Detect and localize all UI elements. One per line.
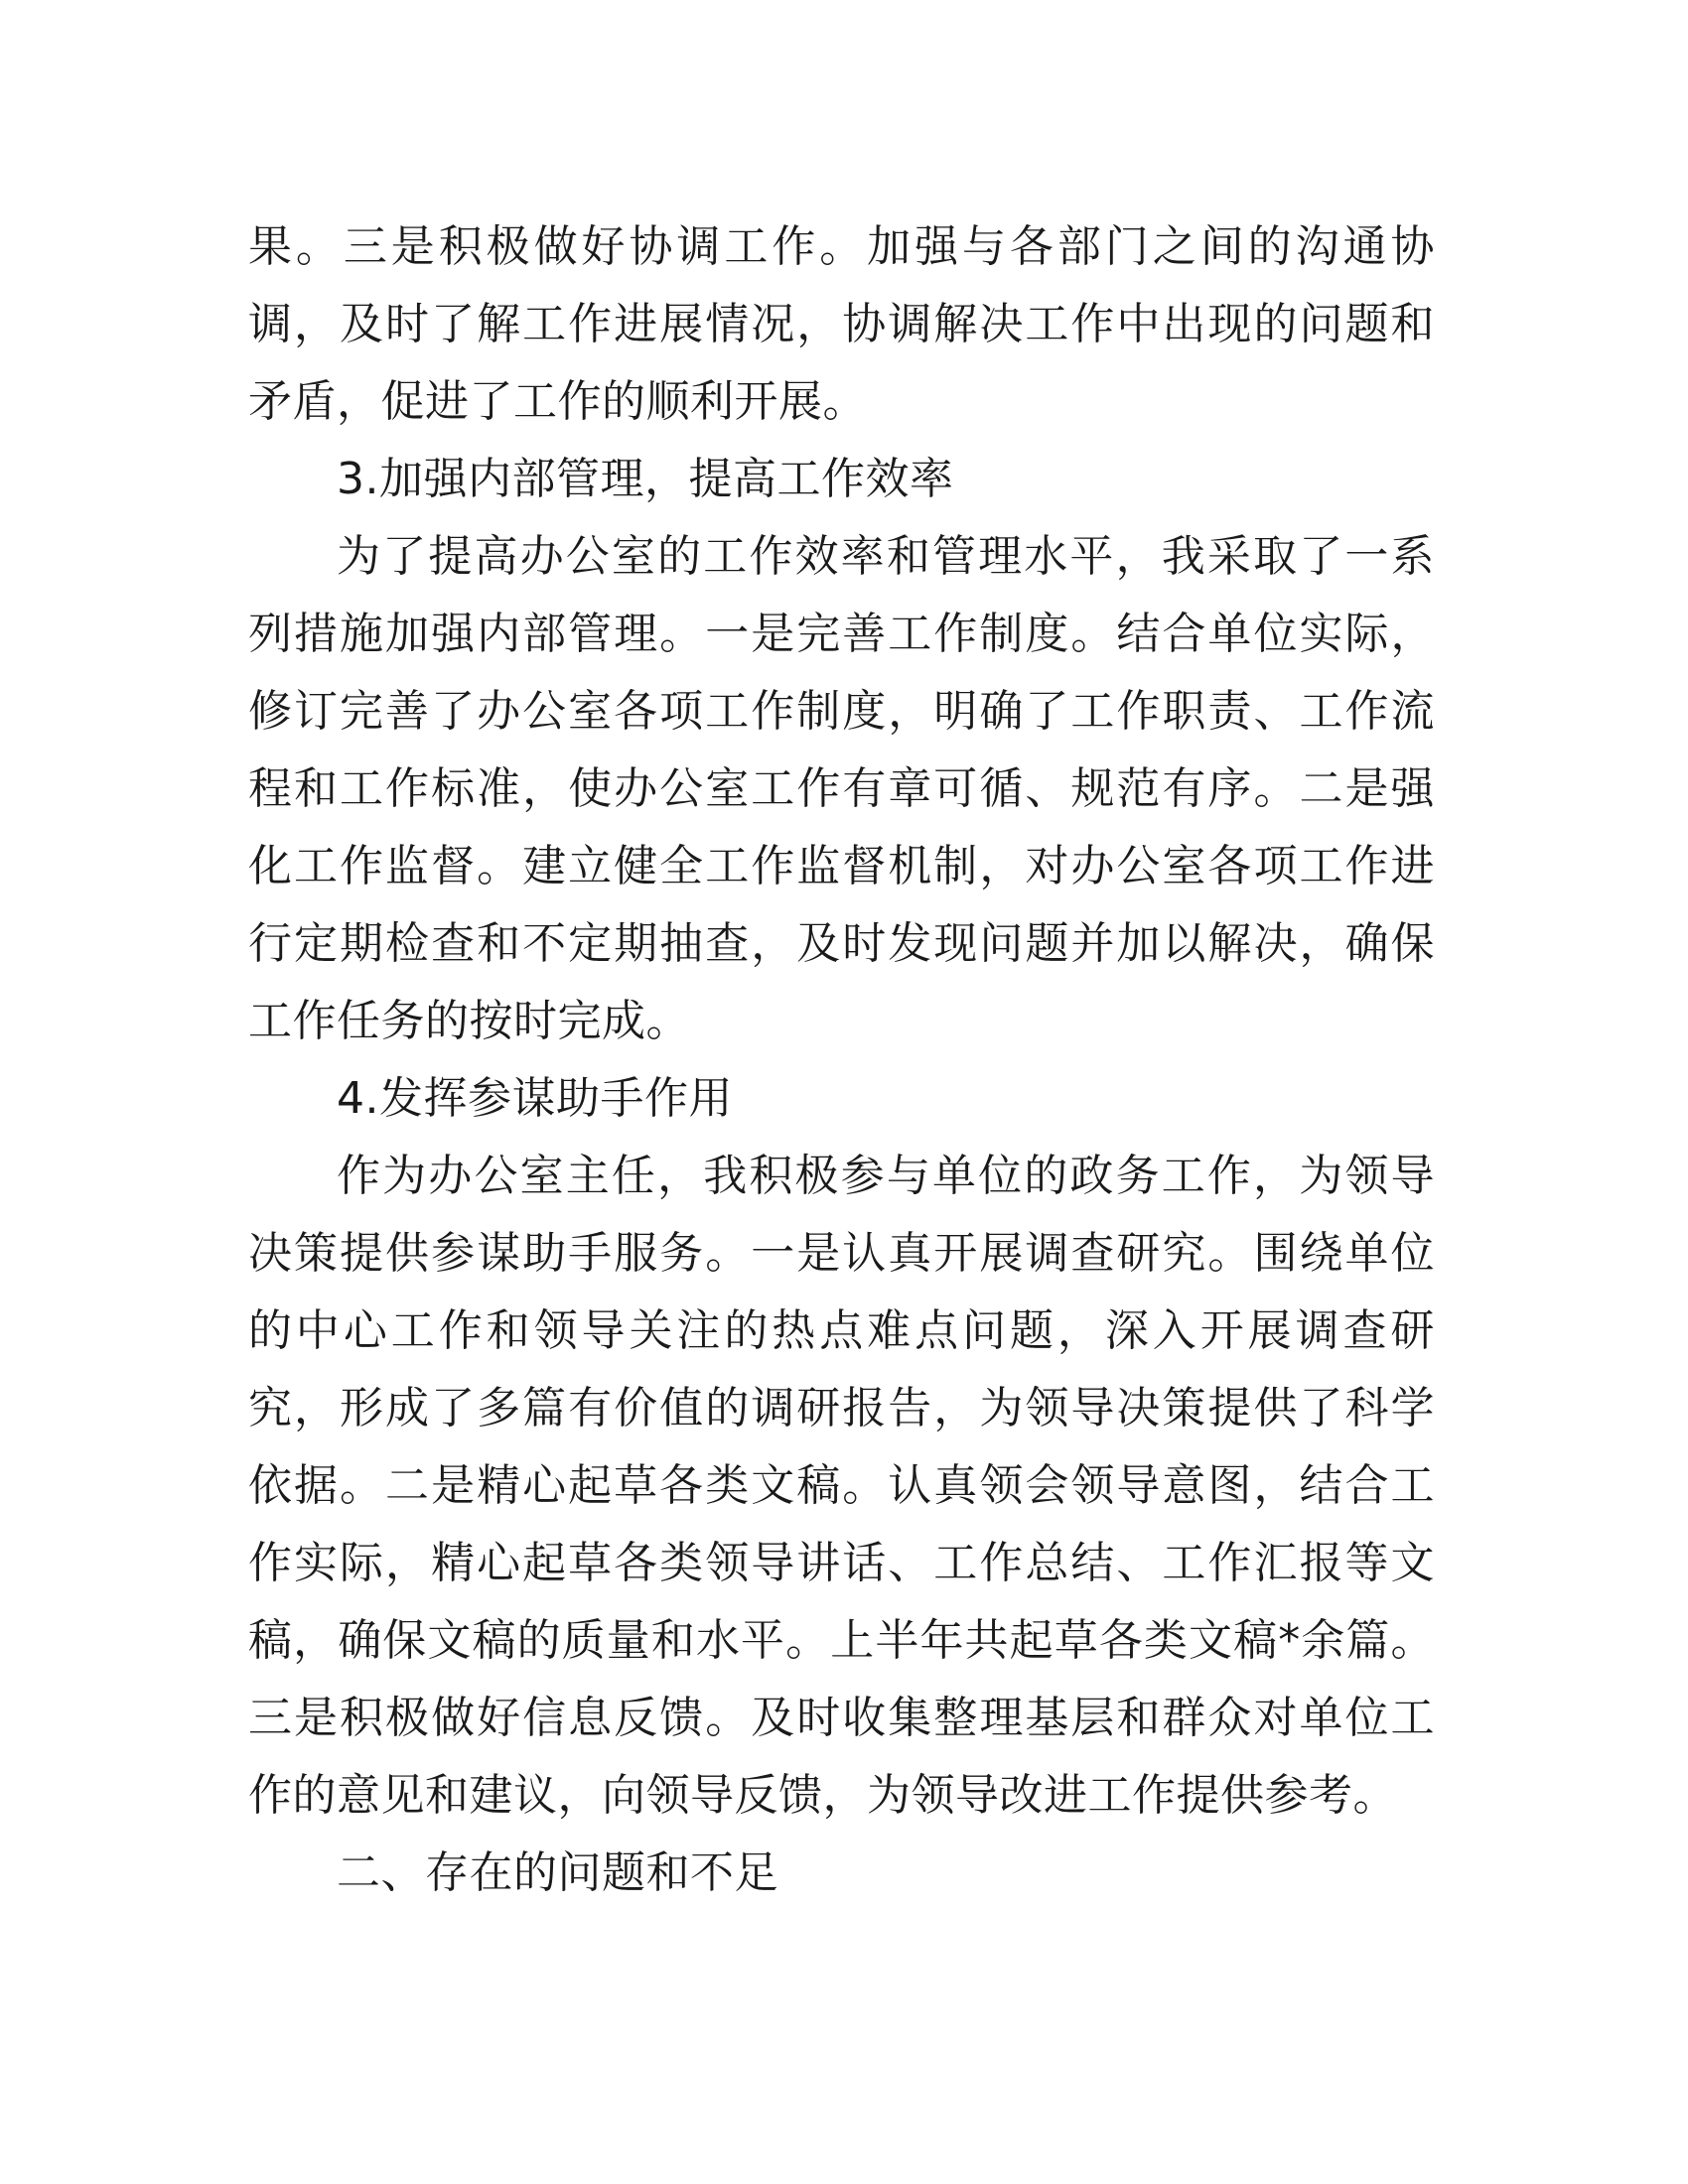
section-heading-4: 4.发挥参谋助手作用: [337, 1073, 733, 1124]
document-body: [248, 208, 1435, 1912]
section-heading-3: 3.加强内部管理，提高工作效率: [337, 454, 954, 504]
section-heading-problems: 二、存在的问题和不足: [337, 1847, 778, 1898]
paragraph-internal-management: 为了提高办公室的工作效率和管理水平，我采取了一系列措施加强内部管理。一是完善工作制度。结合单位实际，修订完善了办公室各项工作制度，明确了工作职责、工作流程和工作标准，使办公室工作有章可循、规范有序。二是强化工作监督。建立健全工作监督机制，对办公室各项工作进行定期检查和不定期抽查，及时发现问题并加以解决，确保工作任务的按时完成。: [248, 531, 1435, 1046]
paragraph-advisory-role: 作为办公室主任，我积极参与单位的政务工作，为领导决策提供参谋助手服务。一是认真开展调查研究。围绕单位的中心工作和领导关注的热点难点问题，深入开展调查研究，形成了多篇有价值的调研报告，为领导决策提供了科学依据。二是精心起草各类文稿。认真领会领导意图，结合工作实际，精心起草各类领导讲话、工作总结、工作汇报等文稿，确保文稿的质量和水平。上半年共起草各类文稿*余篇。三是积极做好信息反馈。及时收集整理基层和群众对单位工作的意见和建议，向领导反馈，为领导改进工作提供参考。: [248, 1151, 1435, 1821]
paragraph-continuation: 果。三是积极做好协调工作。加强与各部门之间的沟通协调，及时了解工作进展情况，协调解决工作中出现的问题和矛盾，促进了工作的顺利开展。: [248, 221, 1435, 427]
